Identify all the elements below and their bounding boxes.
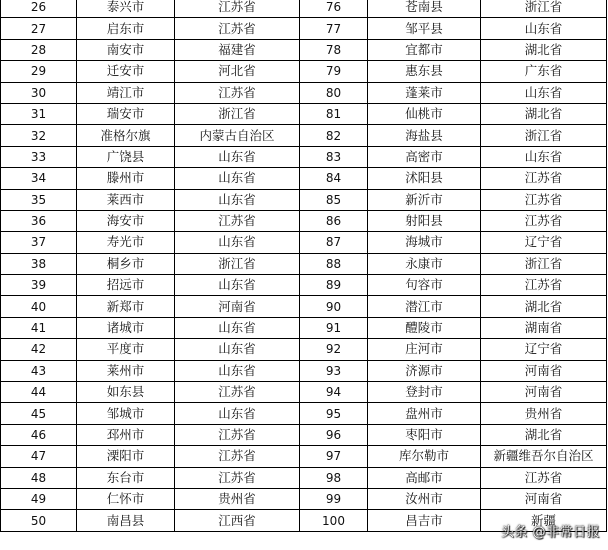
province-cell: 江苏省	[175, 82, 300, 103]
rank-cell: 94	[300, 382, 368, 403]
province-cell: 江苏省	[175, 18, 300, 39]
province-cell: 山东省	[175, 275, 300, 296]
city-cell: 广饶县	[77, 146, 175, 167]
province-cell: 湖北省	[481, 103, 607, 124]
rank-cell: 42	[1, 339, 77, 360]
table-row	[1, 275, 607, 296]
rank-cell: 38	[1, 253, 77, 274]
province-cell: 江苏省	[481, 189, 607, 210]
province-cell: 贵州省	[175, 488, 300, 509]
province-cell: 山东省	[175, 360, 300, 381]
city-cell: 射阳县	[368, 210, 481, 231]
table-row	[1, 424, 607, 445]
province-cell: 河南省	[175, 296, 300, 317]
city-cell: 昌吉市	[368, 510, 481, 531]
province-cell: 湖北省	[481, 39, 607, 60]
rank-cell: 34	[1, 168, 77, 189]
province-cell: 辽宁省	[481, 232, 607, 253]
province-cell: 江西省	[175, 510, 300, 531]
province-cell: 山东省	[175, 403, 300, 424]
rank-cell: 39	[1, 275, 77, 296]
province-cell: 山东省	[175, 146, 300, 167]
city-cell: 南安市	[77, 39, 175, 60]
city-cell: 莱州市	[77, 360, 175, 381]
city-cell: 启东市	[77, 18, 175, 39]
province-cell: 山东省	[481, 146, 607, 167]
rank-cell: 43	[1, 360, 77, 381]
province-cell: 江苏省	[175, 446, 300, 467]
rank-cell: 35	[1, 189, 77, 210]
rank-cell: 33	[1, 146, 77, 167]
rank-cell: 27	[1, 18, 77, 39]
province-cell: 江苏省	[175, 467, 300, 488]
city-cell: 邹平县	[368, 18, 481, 39]
province-cell: 河北省	[175, 61, 300, 82]
province-cell: 浙江省	[481, 253, 607, 274]
table-row	[1, 39, 607, 60]
rank-cell: 82	[300, 125, 368, 146]
city-cell: 醴陵市	[368, 317, 481, 338]
city-cell: 惠东县	[368, 61, 481, 82]
province-cell: 江苏省	[175, 424, 300, 445]
rank-cell: 98	[300, 467, 368, 488]
city-cell: 庄河市	[368, 339, 481, 360]
city-cell: 莱西市	[77, 189, 175, 210]
province-cell: 河南省	[481, 382, 607, 403]
rank-cell: 76	[300, 0, 368, 18]
rank-cell: 93	[300, 360, 368, 381]
province-cell: 浙江省	[175, 103, 300, 124]
table-row	[1, 488, 607, 509]
rank-cell: 84	[300, 168, 368, 189]
province-cell: 辽宁省	[481, 339, 607, 360]
province-cell: 江苏省	[481, 168, 607, 189]
city-cell: 宜都市	[368, 39, 481, 60]
city-cell: 高邮市	[368, 467, 481, 488]
table-row	[1, 210, 607, 231]
province-cell: 浙江省	[481, 125, 607, 146]
table-row	[1, 232, 607, 253]
rank-cell: 31	[1, 103, 77, 124]
city-cell: 东台市	[77, 467, 175, 488]
rank-cell: 92	[300, 339, 368, 360]
rank-cell: 77	[300, 18, 368, 39]
province-cell: 山东省	[175, 189, 300, 210]
rank-cell: 29	[1, 61, 77, 82]
ranking-table-body	[1, 0, 607, 531]
table-row	[1, 146, 607, 167]
rank-cell: 40	[1, 296, 77, 317]
rank-cell: 49	[1, 488, 77, 509]
table-row	[1, 125, 607, 146]
province-cell: 山东省	[175, 317, 300, 338]
city-cell: 新郑市	[77, 296, 175, 317]
city-cell: 准格尔旗	[77, 125, 175, 146]
rank-cell: 50	[1, 510, 77, 531]
province-cell: 江苏省	[481, 275, 607, 296]
table-row	[1, 18, 607, 39]
city-cell: 潜江市	[368, 296, 481, 317]
province-cell: 湖北省	[481, 296, 607, 317]
city-cell: 平度市	[77, 339, 175, 360]
province-cell: 江苏省	[481, 467, 607, 488]
city-cell: 溧阳市	[77, 446, 175, 467]
city-cell: 南昌县	[77, 510, 175, 531]
province-cell: 河南省	[481, 360, 607, 381]
province-cell: 贵州省	[481, 403, 607, 424]
table-row	[1, 446, 607, 467]
city-cell: 滕州市	[77, 168, 175, 189]
province-cell: 江苏省	[175, 382, 300, 403]
rank-cell: 87	[300, 232, 368, 253]
table-row	[1, 382, 607, 403]
city-cell: 海安市	[77, 210, 175, 231]
city-cell: 济源市	[368, 360, 481, 381]
rank-cell: 46	[1, 424, 77, 445]
table-row	[1, 61, 607, 82]
city-cell: 仙桃市	[368, 103, 481, 124]
province-cell: 湖北省	[481, 424, 607, 445]
table-row	[1, 296, 607, 317]
rank-cell: 86	[300, 210, 368, 231]
rank-cell: 36	[1, 210, 77, 231]
rank-cell: 85	[300, 189, 368, 210]
city-cell: 寿光市	[77, 232, 175, 253]
rank-cell: 79	[300, 61, 368, 82]
city-cell: 高密市	[368, 146, 481, 167]
city-cell: 诸城市	[77, 317, 175, 338]
city-cell: 如东县	[77, 382, 175, 403]
rank-cell: 97	[300, 446, 368, 467]
rank-cell: 80	[300, 82, 368, 103]
table-row	[1, 189, 607, 210]
province-cell: 河南省	[481, 488, 607, 509]
city-cell: 海盐县	[368, 125, 481, 146]
province-cell: 山东省	[175, 168, 300, 189]
province-cell: 浙江省	[481, 0, 607, 18]
city-cell: 迁安市	[77, 61, 175, 82]
rank-cell: 88	[300, 253, 368, 274]
rank-cell: 81	[300, 103, 368, 124]
province-cell: 山东省	[175, 232, 300, 253]
rank-cell: 95	[300, 403, 368, 424]
province-cell: 江苏省	[481, 210, 607, 231]
city-cell: 句容市	[368, 275, 481, 296]
rank-cell: 30	[1, 82, 77, 103]
city-cell: 盘州市	[368, 403, 481, 424]
province-cell: 新疆维吾尔自治区	[481, 446, 607, 467]
table-row	[1, 82, 607, 103]
table-row	[1, 403, 607, 424]
rank-cell: 83	[300, 146, 368, 167]
city-cell: 登封市	[368, 382, 481, 403]
watermark: 头条 @非常日报	[500, 525, 600, 540]
table-row	[1, 103, 607, 124]
rank-cell: 78	[300, 39, 368, 60]
table-row	[1, 339, 607, 360]
city-cell: 靖江市	[77, 82, 175, 103]
rank-cell: 41	[1, 317, 77, 338]
rank-cell: 45	[1, 403, 77, 424]
city-cell: 邹城市	[77, 403, 175, 424]
province-cell: 浙江省	[175, 253, 300, 274]
rank-cell: 28	[1, 39, 77, 60]
city-cell: 枣阳市	[368, 424, 481, 445]
city-cell: 瑞安市	[77, 103, 175, 124]
province-cell: 山东省	[481, 18, 607, 39]
city-cell: 招远市	[77, 275, 175, 296]
table-row	[1, 253, 607, 274]
province-cell: 江苏省	[175, 0, 300, 18]
rank-cell: 96	[300, 424, 368, 445]
province-cell: 福建省	[175, 39, 300, 60]
province-cell: 江苏省	[175, 210, 300, 231]
city-cell: 永康市	[368, 253, 481, 274]
province-cell: 内蒙古自治区	[175, 125, 300, 146]
table-row	[1, 360, 607, 381]
province-cell: 山东省	[481, 82, 607, 103]
province-cell: 新疆	[481, 510, 607, 531]
city-cell: 库尔勒市	[368, 446, 481, 467]
table-row	[1, 467, 607, 488]
city-cell: 泰兴市	[77, 0, 175, 18]
rank-cell: 47	[1, 446, 77, 467]
rank-cell: 100	[300, 510, 368, 531]
city-cell: 沭阳县	[368, 168, 481, 189]
rank-cell: 32	[1, 125, 77, 146]
table-row	[1, 168, 607, 189]
city-cell: 桐乡市	[77, 253, 175, 274]
rank-cell: 99	[300, 488, 368, 509]
city-cell: 苍南县	[368, 0, 481, 18]
rank-cell: 91	[300, 317, 368, 338]
city-cell: 新沂市	[368, 189, 481, 210]
rank-cell: 26	[1, 0, 77, 18]
province-cell: 广东省	[481, 61, 607, 82]
city-cell: 蓬莱市	[368, 82, 481, 103]
city-cell: 汝州市	[368, 488, 481, 509]
city-cell: 仁怀市	[77, 488, 175, 509]
table-row	[1, 317, 607, 338]
rank-cell: 89	[300, 275, 368, 296]
rank-cell: 37	[1, 232, 77, 253]
rank-cell: 90	[300, 296, 368, 317]
rank-cell: 48	[1, 467, 77, 488]
city-cell: 邳州市	[77, 424, 175, 445]
province-cell: 山东省	[175, 339, 300, 360]
city-cell: 海城市	[368, 232, 481, 253]
table-row	[1, 0, 607, 18]
rank-cell: 44	[1, 382, 77, 403]
province-cell: 湖南省	[481, 317, 607, 338]
